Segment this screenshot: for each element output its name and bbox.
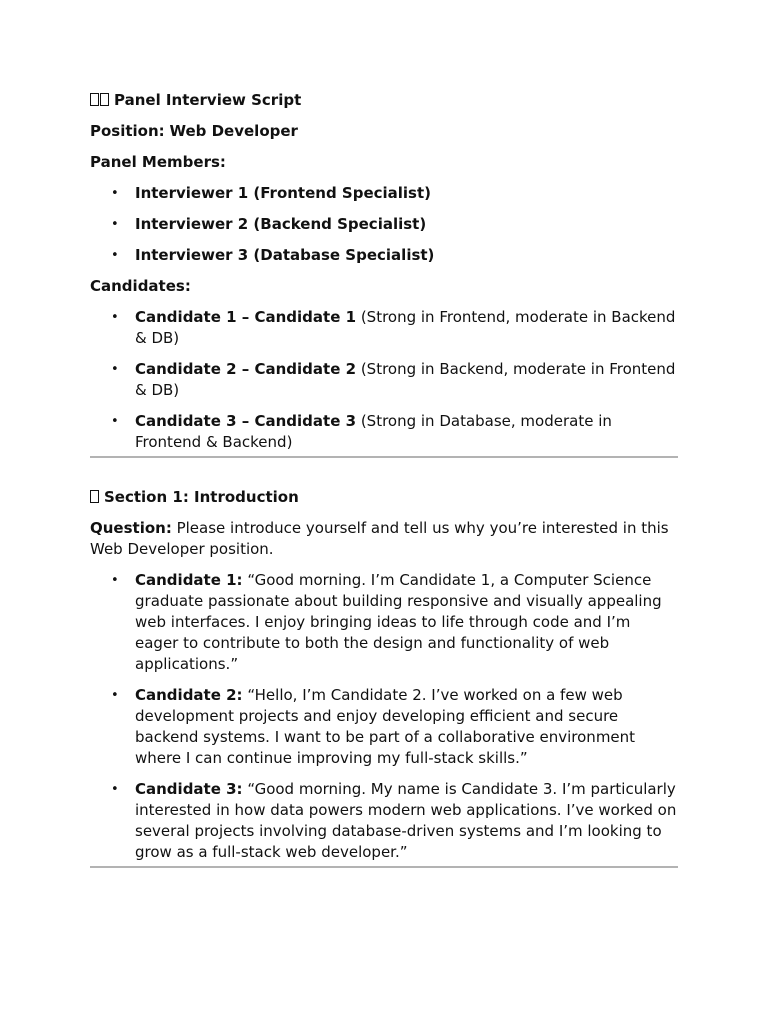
question bbox=[90, 518, 678, 560]
panel-member: Interviewer 2 (Backend Specialist) bbox=[135, 215, 427, 233]
bullet: • bbox=[111, 782, 119, 797]
answers-list bbox=[90, 570, 678, 863]
question-label: Question: bbox=[90, 519, 172, 537]
candidate-name: Candidate 1 – Candidate 1 bbox=[135, 308, 357, 326]
list-item bbox=[90, 359, 678, 401]
bullet: • bbox=[111, 248, 119, 263]
list-item bbox=[90, 570, 678, 675]
title-icons bbox=[90, 91, 110, 109]
answer-label: Candidate 1: bbox=[135, 571, 243, 589]
answer-text: “Hello, I’m Candidate 2. I’ve worked on a few web development projects and enjoy developing efficient and secure backend systems. I want to be part of a collaborative environment where I can continue improving my full-stack skills.” bbox=[135, 686, 636, 767]
bullet: • bbox=[111, 414, 119, 429]
panel-member: Interviewer 1 (Frontend Specialist) bbox=[135, 184, 432, 202]
divider bbox=[90, 866, 678, 868]
document-page bbox=[90, 90, 678, 868]
bullet: • bbox=[111, 186, 119, 201]
position-label: Position: bbox=[90, 122, 165, 140]
candidates-list bbox=[90, 307, 678, 453]
position-line bbox=[90, 121, 678, 142]
bullet: • bbox=[111, 573, 119, 588]
candidate-name: Candidate 2 – Candidate 2 bbox=[135, 360, 357, 378]
candidate-desc: (Strong in Backend, moderate in Frontend & DB) bbox=[135, 360, 676, 399]
answer-text: “Good morning. My name is Candidate 3. I’m particularly interested in how data powers modern web applications. I’ve worked on several projects involving database-driven systems and I’m looking to grow as a full-stack web developer.” bbox=[135, 780, 677, 861]
candidate-desc: (Strong in Frontend, moderate in Backend & DB) bbox=[135, 308, 676, 347]
position-value: Web Developer bbox=[169, 122, 298, 140]
list-item bbox=[90, 779, 678, 863]
candidates-heading-text: Candidates: bbox=[90, 277, 191, 295]
section-heading-text: Section 1: Introduction bbox=[104, 488, 299, 506]
bullet: • bbox=[111, 688, 119, 703]
section-icon bbox=[90, 490, 99, 503]
list-item bbox=[90, 307, 678, 349]
answer-label: Candidate 3: bbox=[135, 780, 243, 798]
answer-label: Candidate 2: bbox=[135, 686, 243, 704]
list-item bbox=[90, 411, 678, 453]
bullet: • bbox=[111, 362, 119, 377]
list-item bbox=[90, 685, 678, 769]
section-heading bbox=[90, 487, 678, 508]
document-icon bbox=[90, 93, 99, 106]
list-item bbox=[90, 214, 678, 235]
bullet: • bbox=[111, 310, 119, 325]
panel-heading-text: Panel Members: bbox=[90, 153, 226, 171]
question-text: Please introduce yourself and tell us why you’re interested in this Web Developer position. bbox=[90, 519, 669, 558]
list-item bbox=[90, 245, 678, 266]
candidates-heading bbox=[90, 276, 678, 297]
document-title bbox=[90, 90, 678, 111]
panel-heading bbox=[90, 152, 678, 173]
bullet: • bbox=[111, 217, 119, 232]
list-item bbox=[90, 183, 678, 204]
candidate-name: Candidate 3 – Candidate 3 bbox=[135, 412, 357, 430]
divider bbox=[90, 456, 678, 458]
answer-text: “Good morning. I’m Candidate 1, a Computer Science graduate passionate about building responsive and visually appealing web interfaces. I enjoy bringing ideas to life through code and I’m eager to contribute to both the design and functionality of web applications.” bbox=[135, 571, 662, 673]
microphone-icon bbox=[100, 93, 109, 106]
panel-members-list bbox=[90, 183, 678, 266]
candidate-desc: (Strong in Database, moderate in Frontend & Backend) bbox=[135, 412, 612, 451]
title-text: Panel Interview Script bbox=[114, 91, 302, 109]
panel-member: Interviewer 3 (Database Specialist) bbox=[135, 246, 435, 264]
